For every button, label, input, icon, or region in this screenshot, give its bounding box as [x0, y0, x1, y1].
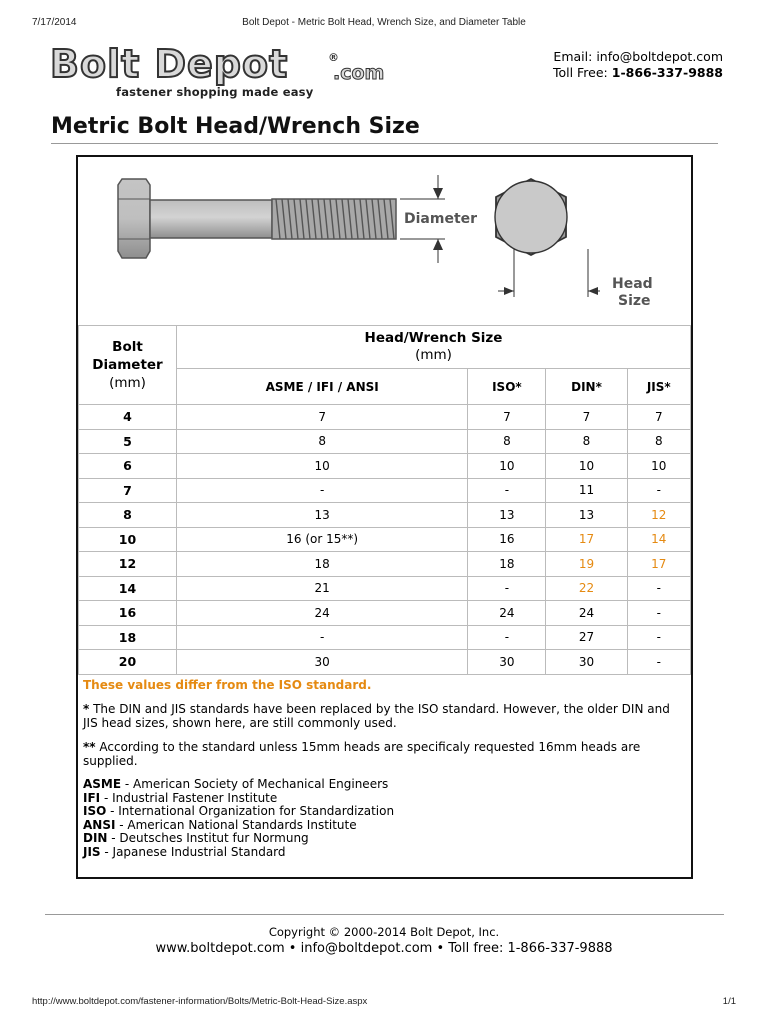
head-size-label-2: Size: [618, 293, 651, 309]
copyright: Copyright © 2000-2014 Bolt Depot, Inc.: [268, 925, 500, 939]
cell-jis: -: [627, 625, 690, 650]
logo-wordmark: Bolt Depot: [50, 42, 289, 86]
abbr-definition: - Industrial Fastener Institute: [100, 790, 278, 805]
cell-diameter: 16: [79, 601, 177, 626]
cell-iso: -: [468, 576, 546, 601]
cell-din-differs: 22: [546, 576, 627, 601]
abbr-definition: - Japanese Industrial Standard: [100, 844, 286, 859]
cell-jis: -: [627, 576, 690, 601]
table-row: [79, 552, 691, 577]
footer-contact-line[interactable]: www.boltdepot.com • info@boltdepot.com • Toll free: 1-866-337-9888: [155, 941, 613, 956]
note2-text: According to the standard unless 15mm heads are specificaly requested 16mm heads are supplied.: [83, 740, 641, 768]
abbreviation-item: [83, 778, 683, 792]
abbr-term: DIN: [83, 831, 108, 845]
diameter-label: Diameter: [404, 211, 478, 227]
cell-asme: 10: [177, 454, 468, 479]
cell-asme: -: [177, 478, 468, 503]
cell-diameter: 12: [79, 552, 177, 577]
logo-domain: .com: [333, 62, 385, 84]
note1-text: The DIN and JIS standards have been replaced by the ISO standard. However, the older DIN and JIS head sizes, shown here, are still commonly used.: [83, 702, 670, 730]
contact-phone-line: [553, 65, 723, 81]
abbreviation-list: [83, 778, 683, 859]
cell-iso: 13: [468, 503, 546, 528]
cell-asme: 30: [177, 650, 468, 675]
cell-asme: 8: [177, 429, 468, 454]
cell-din: 27: [546, 625, 627, 650]
table-row: [79, 405, 691, 430]
col-header-din: DIN*: [546, 369, 627, 405]
bolt-diagram: [78, 157, 691, 324]
abbr-term: ISO: [83, 804, 107, 818]
page-title: Metric Bolt Head/Wrench Size: [51, 114, 420, 139]
abbreviation-item: [83, 805, 683, 819]
head-arrow-right: [588, 287, 598, 295]
notes-section: [83, 678, 683, 859]
contact-info: [553, 49, 723, 81]
head-size-table: [78, 325, 691, 675]
abbreviation-item: [83, 832, 683, 846]
table-row: [79, 454, 691, 479]
col-header-iso: ISO*: [468, 369, 546, 405]
col-header-asme: ASME / IFI / ANSI: [177, 369, 468, 405]
cell-diameter: 20: [79, 650, 177, 675]
diam-header-unit: (mm): [109, 375, 146, 391]
print-date: 7/17/2014: [32, 17, 77, 28]
cell-diameter: 4: [79, 405, 177, 430]
highlight-legend: These values differ from the ISO standard.: [83, 678, 372, 692]
group-header-title: Head/Wrench Size: [364, 330, 503, 346]
print-doc-title: Bolt Depot - Metric Bolt Head, Wrench Size, and Diameter Table: [242, 17, 526, 28]
cell-jis: -: [627, 650, 690, 675]
cell-diameter: 5: [79, 429, 177, 454]
cell-diameter: 18: [79, 625, 177, 650]
cell-iso: 7: [468, 405, 546, 430]
table-row: [79, 625, 691, 650]
cell-diameter: 10: [79, 527, 177, 552]
logo-registered-mark: ®: [328, 51, 339, 64]
cell-din: 11: [546, 478, 627, 503]
cell-din: 7: [546, 405, 627, 430]
abbr-term: ANSI: [83, 817, 116, 832]
cell-jis: -: [627, 601, 690, 626]
bolt-head-side: [118, 179, 150, 258]
cell-jis: 10: [627, 454, 690, 479]
bolt-depot-logo[interactable]: [50, 42, 400, 100]
phone-number: 1-866-337-9888: [611, 65, 723, 80]
cell-asme: 24: [177, 601, 468, 626]
cell-asme: 18: [177, 552, 468, 577]
head-arrow-left: [504, 287, 514, 295]
cell-jis-differs: 17: [627, 552, 690, 577]
table-header-row: [79, 326, 691, 369]
table-row: [79, 527, 691, 552]
abbreviation-item: [83, 819, 683, 833]
note1-mark: *: [83, 702, 90, 716]
bolt-head-end: [495, 179, 567, 255]
cell-diameter: 14: [79, 576, 177, 601]
abbr-term: ASME: [83, 777, 122, 791]
note2-mark: **: [83, 740, 96, 754]
table-row: [79, 478, 691, 503]
diam-header-line-2: Diameter: [92, 357, 163, 373]
abbr-definition: - American National Standards Institute: [115, 817, 357, 832]
footer-divider: [45, 914, 724, 915]
title-divider: [51, 143, 718, 144]
abbr-definition: - Deutsches Institut fur Normung: [107, 831, 309, 845]
cell-jis: 8: [627, 429, 690, 454]
cell-asme: 13: [177, 503, 468, 528]
head-size-dimension: [498, 249, 600, 297]
cell-asme: -: [177, 625, 468, 650]
table-row: [79, 601, 691, 626]
cell-jis: 7: [627, 405, 690, 430]
logo-tagline: fastener shopping made easy: [116, 85, 314, 99]
note-double-asterisk: [83, 740, 683, 768]
note-single-asterisk: [83, 702, 683, 730]
table-row: [79, 503, 691, 528]
cell-asme: 7: [177, 405, 468, 430]
cell-din: 8: [546, 429, 627, 454]
email-link[interactable]: info@boltdepot.com: [596, 49, 723, 64]
cell-asme: 16 (or 15**): [177, 527, 468, 552]
cell-din: 13: [546, 503, 627, 528]
abbr-term: JIS: [83, 844, 101, 859]
bolt-diameter-header: [79, 326, 177, 405]
cell-diameter: 8: [79, 503, 177, 528]
cell-iso: 16: [468, 527, 546, 552]
cell-iso: -: [468, 625, 546, 650]
contact-email-line: [553, 49, 723, 65]
phone-label: Toll Free:: [552, 65, 608, 80]
cell-diameter: 6: [79, 454, 177, 479]
diameter-arrow-bottom: [433, 239, 443, 250]
cell-din-differs: 17: [546, 527, 627, 552]
table-row: [79, 576, 691, 601]
abbr-definition: - International Organization for Standardization: [106, 804, 395, 818]
cell-diameter: 7: [79, 478, 177, 503]
cell-iso: 8: [468, 429, 546, 454]
cell-iso: 30: [468, 650, 546, 675]
cell-asme: 21: [177, 576, 468, 601]
abbreviation-item: [83, 792, 683, 806]
print-page-number: 1/1: [722, 996, 736, 1007]
cell-jis: -: [627, 478, 690, 503]
content-frame: [76, 155, 693, 879]
print-url: http://www.boltdepot.com/fastener-information/Bolts/Metric-Bolt-Head-Size.aspx: [32, 996, 368, 1007]
cell-jis-differs: 12: [627, 503, 690, 528]
col-header-jis: JIS*: [627, 369, 690, 405]
cell-iso: 10: [468, 454, 546, 479]
cell-din: 30: [546, 650, 627, 675]
abbr-term: IFI: [83, 790, 101, 805]
table-row: [79, 650, 691, 675]
page-footer: [0, 925, 768, 958]
cell-iso: 24: [468, 601, 546, 626]
group-header-unit: (mm): [415, 347, 452, 363]
email-label: Email:: [553, 49, 593, 64]
abbr-definition: - American Society of Mechanical Engineers: [121, 777, 389, 791]
cell-iso: -: [468, 478, 546, 503]
head-size-label-1: Head: [612, 276, 653, 292]
cell-din-differs: 19: [546, 552, 627, 577]
bolt-shank: [150, 200, 272, 238]
table-row: [79, 429, 691, 454]
abbreviation-item: [83, 846, 683, 860]
bolt-threads: [272, 199, 396, 239]
cell-din: 10: [546, 454, 627, 479]
diam-header-line-1: Bolt: [112, 339, 143, 355]
cell-iso: 18: [468, 552, 546, 577]
head-wrench-size-header: [177, 326, 691, 369]
diameter-arrow-top: [433, 188, 443, 199]
cell-jis-differs: 14: [627, 527, 690, 552]
cell-din: 24: [546, 601, 627, 626]
